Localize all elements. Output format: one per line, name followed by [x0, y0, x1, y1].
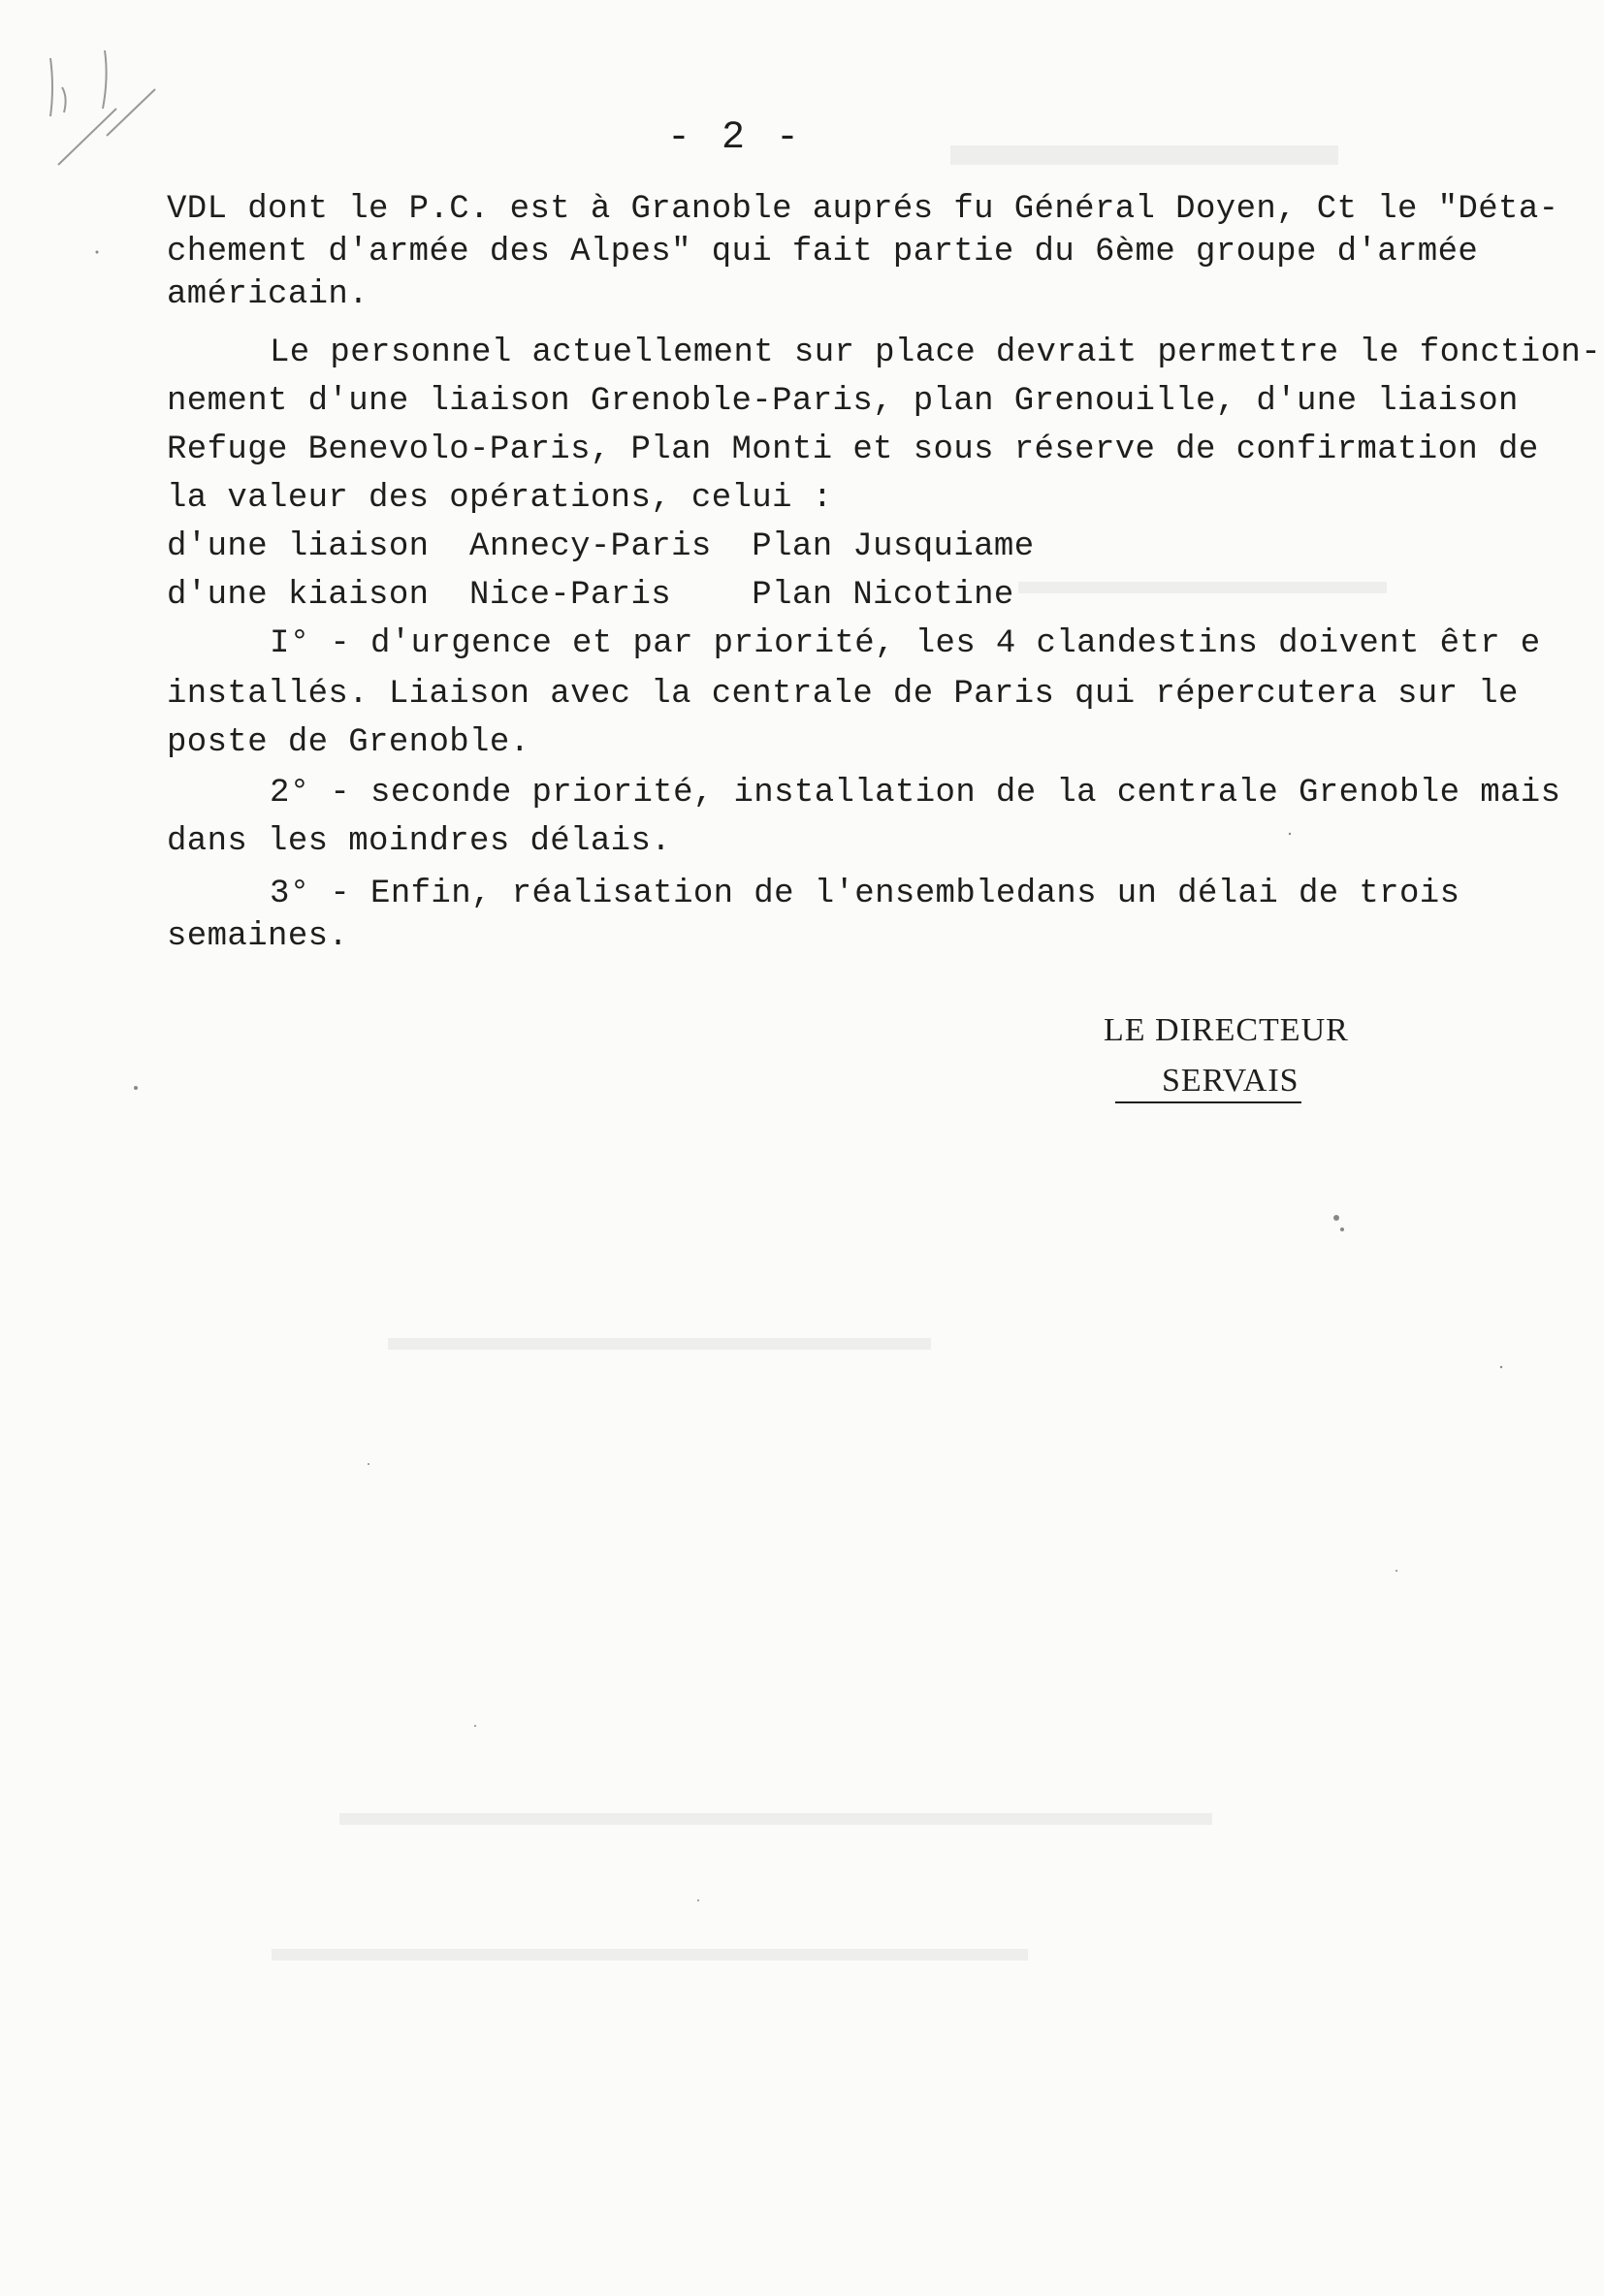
body-line-13: 2° - seconde priorité, installation de la centrale Grenoble mais: [270, 775, 1561, 812]
body-line-14: dans les moindres délais.: [167, 823, 672, 860]
signature-name: SERVAIS: [1162, 1063, 1299, 1099]
body-line-2: chement d'armée des Alpes" qui fait partie du 6ème groupe d'armée: [167, 234, 1479, 271]
body-line-12: poste de Grenoble.: [167, 724, 530, 761]
body-line-9: d'une kiaison Nice-Paris Plan Nicotine: [167, 577, 1014, 614]
body-line-1: VDL dont le P.C. est à Granoble auprés fu Général Doyen, Ct le "Déta-: [167, 191, 1559, 228]
body-line-3: américain.: [167, 276, 369, 313]
body-line-11: installés. Liaison avec la centrale de Paris qui répercutera sur le: [167, 676, 1519, 713]
signature-underline: [1115, 1101, 1301, 1103]
body-line-8: d'une liaison Annecy-Paris Plan Jusquiame: [167, 528, 1035, 565]
signature-title: LE DIRECTEUR: [1104, 1012, 1349, 1048]
body-line-10: I° - d'urgence et par priorité, les 4 clandestins doivent êtr e: [270, 625, 1541, 662]
body-line-6: Refuge Benevolo-Paris, Plan Monti et sous réserve de confirmation de: [167, 431, 1539, 468]
page-number: - 2 -: [667, 116, 804, 160]
body-line-5: nement d'une liaison Grenoble-Paris, plan Grenouille, d'une liaison: [167, 383, 1519, 420]
margin-handwriting-mark: [50, 50, 155, 165]
body-line-15: 3° - Enfin, réalisation de l'ensembledans un délai de trois: [270, 876, 1460, 912]
body-line-4: Le personnel actuellement sur place devrait permettre le fonction-: [270, 335, 1602, 371]
body-line-16: semaines.: [167, 918, 349, 955]
body-line-7: la valeur des opérations, celui :: [167, 480, 833, 517]
